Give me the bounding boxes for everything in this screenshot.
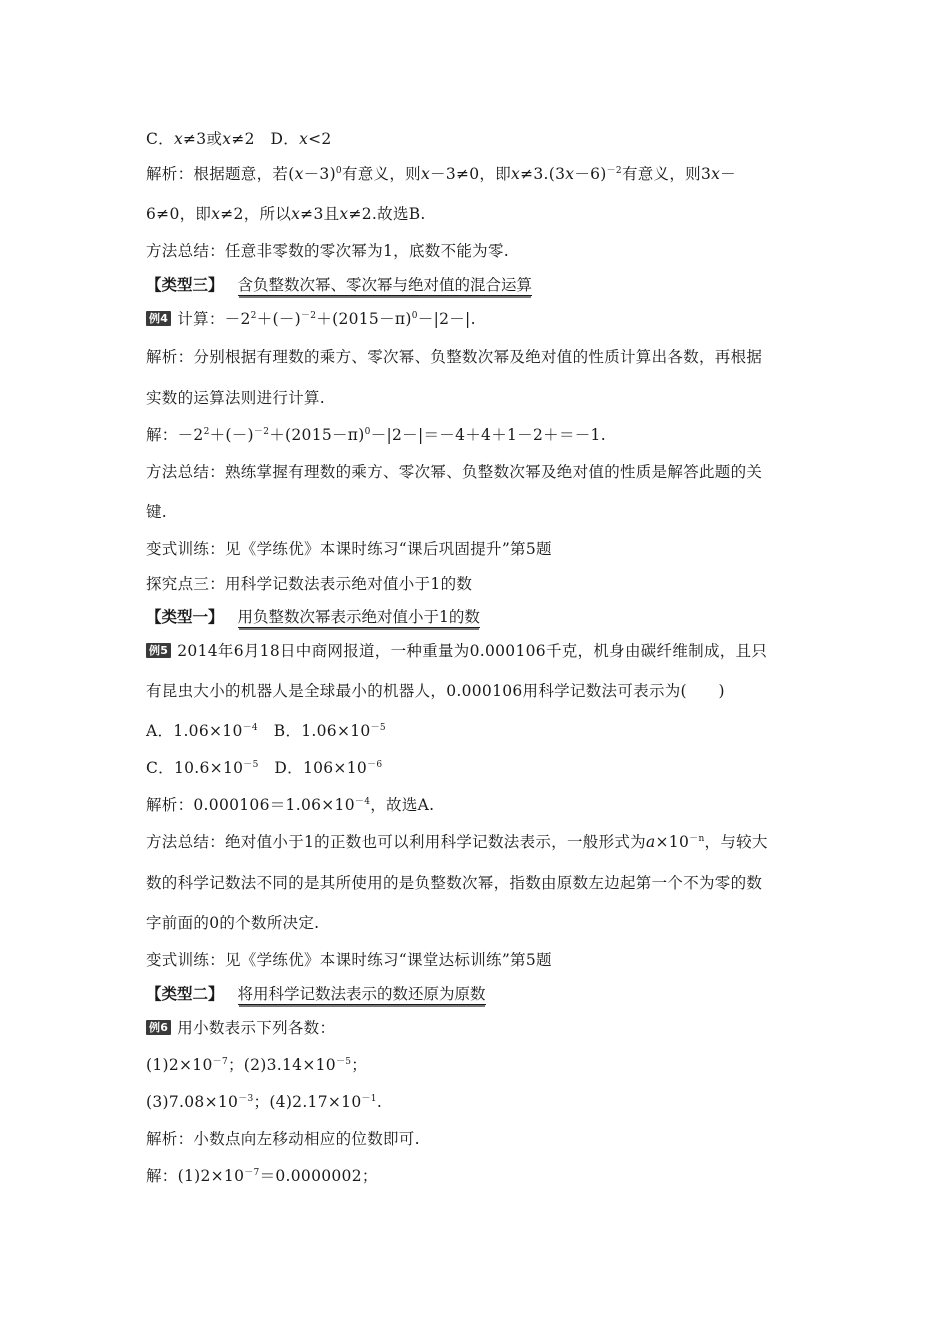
method-summary-cont: 键. (146, 503, 168, 521)
option-line-cd: C．x≠3或x≠2 D．x<2 (146, 130, 332, 148)
example-5: 例5 2014年6月18日中商网报道，一种重量为0.000106千克，机身由碳纤维制成，且只 (146, 640, 850, 662)
option-line-cd: C．$10.6\times 10^{-5}$ D．$106\times 10^{-6}$ (146, 759, 383, 777)
example-5-cont: 有昆虫大小的机器人是全球最小的机器人，0.000106用科学记数法可表示为( ) (146, 682, 725, 700)
example-badge: 例5 (146, 643, 171, 658)
method-summary-cont: 字前面的0的个数所决定. (146, 914, 320, 932)
method-summary: 方法总结：绝对值小于1的正数也可以利用科学记数法表示，一般形式为$a\times 10^{-n}$，与较大 (146, 833, 768, 851)
option-line-ab: A．$1.06\times 10^{-4}$ B．$1.06\times 10^{-5}$ (146, 722, 386, 740)
analysis-line: 解析：根据题意，若$(x-3)^0$有意义，则x－3≠0，即$x\ne 3.(3x-6)^{-2}$有意义，则3x－ (146, 165, 736, 183)
example-6: 例6 用小数表示下列各数： (146, 1017, 850, 1039)
method-summary-cont: 数的科学记数法不同的是其所使用的是负整数次幂，指数由原数左边起第一个不为零的数 (146, 874, 763, 892)
example-4: 例4 计算：$-2^2+(-)^{-2}+(2015-\pi)^0-|2-|$. (146, 308, 850, 330)
variant-training: 变式训练：见《学练优》本课时练习“课后巩固提升”第5题 (146, 540, 552, 558)
example-badge: 例6 (146, 1020, 171, 1035)
problem-line: $(1)2\times 10^{-7}$；$(2)3.14\times 10^{-5}$； (146, 1056, 368, 1074)
variant-training: 变式训练：见《学练优》本课时练习“课堂达标训练”第5题 (146, 951, 552, 969)
method-summary: 方法总结：熟练掌握有理数的乘方、零次幂、负整数次幂及绝对值的性质是解答此题的关 (146, 463, 763, 481)
analysis-line-cont: 实数的运算法则进行计算. (146, 389, 326, 407)
analysis-line-cont: 6≠0，即x≠2，所以x≠3且x≠2.故选B. (146, 205, 426, 223)
type1-heading: 【类型一】 用负整数次幂表示绝对值小于1的数 (146, 607, 480, 626)
analysis-line: 解析：分别根据有理数的乘方、零次幂、负整数次幂及绝对值的性质计算出各数，再根据 (146, 348, 763, 366)
type3-heading: 【类型三】 含负整数次幂、零次幂与绝对值的混合运算 (146, 275, 533, 294)
type2-heading: 【类型二】 将用科学记数法表示的数还原为原数 (146, 984, 486, 1003)
analysis-line: 解析：小数点向左移动相应的位数即可. (146, 1130, 420, 1148)
problem-line: $(3)7.08\times 10^{-3}$；$(4)2.17\times 10^{-1}$. (146, 1093, 383, 1111)
analysis-line: 解析：$0.000106=1.06\times 10^{-4}$，故选A. (146, 796, 435, 814)
explore-point-3: 探究点三：用科学记数法表示绝对值小于1的数 (146, 575, 473, 593)
solution-line: 解：$-2^2+(-)^{-2}+(2015-\pi)^0-|2-|=-4+4+1-2+=-1$. (146, 426, 606, 444)
method-summary: 方法总结：任意非零数的零次幂为1，底数不能为零. (146, 242, 509, 260)
solution-line: 解：$(1)2\times 10^{-7}=0.0000002$； (146, 1167, 378, 1185)
example-badge: 例4 (146, 311, 171, 326)
